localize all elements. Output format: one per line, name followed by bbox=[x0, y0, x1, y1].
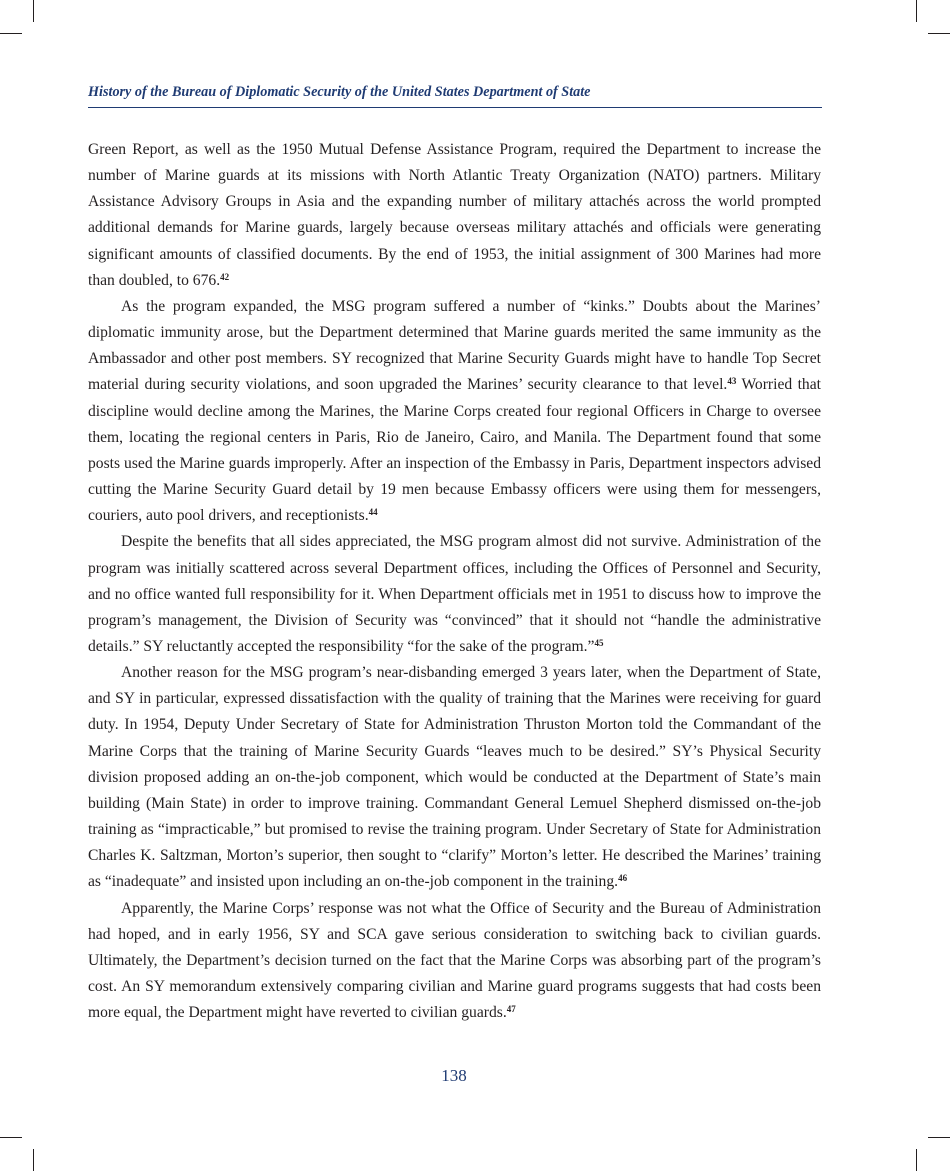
crop-mark-top-left-horizontal bbox=[0, 33, 22, 34]
paragraph-5 bbox=[88, 896, 821, 1027]
footnote-ref-46[interactable]: 46 bbox=[618, 873, 628, 884]
paragraph-2-text-continued: Worried that discipline would decline among the Marines, the Marine Corps created four regional Officers in Charge to oversee them, locating the regional centers in Paris, Rio de Janeiro, Cairo, and Manila. The Department found that some posts used the Marine guards improperly. After an inspection of the Embassy in Paris, Department inspectors advised cutting the Marine Security Guard detail by 19 men because Embassy officers were using them for messengers, couriers, auto pool drivers, and receptionists. bbox=[88, 376, 821, 525]
paragraph-1-text: Green Report, as well as the 1950 Mutual Defense Assistance Program, required the Department to increase the number of Marine guards at its missions with North Atlantic Treaty Organization (NATO) partners. Military Assistance Advisory Groups in Asia and the expanding number of military attachés across the world prompted additional demands for Marine guards, largely because overseas military attachés and officials were generating significant amounts of classified documents. By the end of 1953, the initial assignment of 300 Marines had more than doubled, to 676. bbox=[88, 141, 821, 289]
paragraph-3 bbox=[88, 529, 821, 660]
crop-mark-bottom-left-vertical bbox=[33, 1149, 34, 1171]
paragraph-3-text: Despite the benefits that all sides appreciated, the MSG program almost did not survive. Administration of the program was initially scattered across several Department offices, including the Offices of Personnel and Security, and no office wanted full responsibility for it. When Department officials met in 1951 to discuss how to improve the program’s management, the Division of Security was “convinced” that it should not “handle the administrative details.” SY reluctantly accepted the responsibility “for the sake of the program.” bbox=[88, 533, 821, 655]
footnote-ref-42[interactable]: 42 bbox=[220, 271, 230, 282]
crop-mark-bottom-left-horizontal bbox=[0, 1137, 22, 1138]
paragraph-4-text: Another reason for the MSG program’s near-disbanding emerged 3 years later, when the Department of State, and SY in particular, expressed dissatisfaction with the quality of training that the Marines were receiving for guard duty. In 1954, Deputy Under Secretary of State for Administration Thruston Morton told the Commandant of the Marine Corps that the training of Marine Security Guards “leaves much to be desired.” SY’s Physical Security division proposed adding an on-the-job component, which would be conducted at the Department of State’s main building (Main State) in order to improve training. Commandant General Lemuel Shepherd dismissed on-the-job training as “impracticable,” but promised to revise the training program. Under Secretary of State for Administration Charles K. Saltzman, Morton’s superior, then sought to “clarify” Morton’s letter. He described the Marines’ training as “inadequate” and insisted upon including an on-the-job component in the training. bbox=[88, 664, 821, 891]
crop-mark-bottom-right-horizontal bbox=[928, 1137, 950, 1138]
paragraph-2-text: As the program expanded, the MSG program suffered a number of “kinks.” Doubts about the Marines’ diplomatic immunity arose, but the Department determined that Marine guards merited the same immunity as the Ambassador and other post members. SY recognized that Marine Security Guards might have to handle Top Secret material during security violations, and soon upgraded the Marines’ security clearance to that level. bbox=[88, 297, 821, 394]
page-number: 138 bbox=[441, 1066, 467, 1085]
crop-mark-bottom-right-vertical bbox=[916, 1149, 917, 1171]
crop-mark-top-right-vertical bbox=[916, 0, 917, 22]
paragraph-5-text: Apparently, the Marine Corps’ response was not what the Office of Security and the Bureau of Administration had hoped, and in early 1956, SY and SCA gave serious consideration to switching back to civilian guards. Ultimately, the Department’s decision turned on the fact that the Marine Corps was absorbing part of the program’s cost. An SY memorandum extensively comparing civilian and Marine guard programs suggests that had costs been more equal, the Department might have reverted to civilian guards. bbox=[88, 899, 821, 1022]
crop-mark-top-right-horizontal bbox=[928, 33, 950, 34]
crop-mark-top-left-vertical bbox=[33, 0, 34, 22]
footnote-ref-43[interactable]: 43 bbox=[727, 376, 737, 387]
header-rule bbox=[88, 107, 822, 108]
paragraph-4 bbox=[88, 660, 821, 895]
paragraph-1 bbox=[88, 137, 821, 294]
footnote-ref-47[interactable]: 47 bbox=[506, 1004, 516, 1015]
footnote-ref-44[interactable]: 44 bbox=[368, 507, 378, 518]
paragraph-2 bbox=[88, 294, 821, 529]
footnote-ref-45[interactable]: 45 bbox=[594, 637, 604, 648]
running-header: History of the Bureau of Diplomatic Security of the United States Department of State bbox=[88, 84, 591, 100]
body-text bbox=[88, 137, 821, 1026]
